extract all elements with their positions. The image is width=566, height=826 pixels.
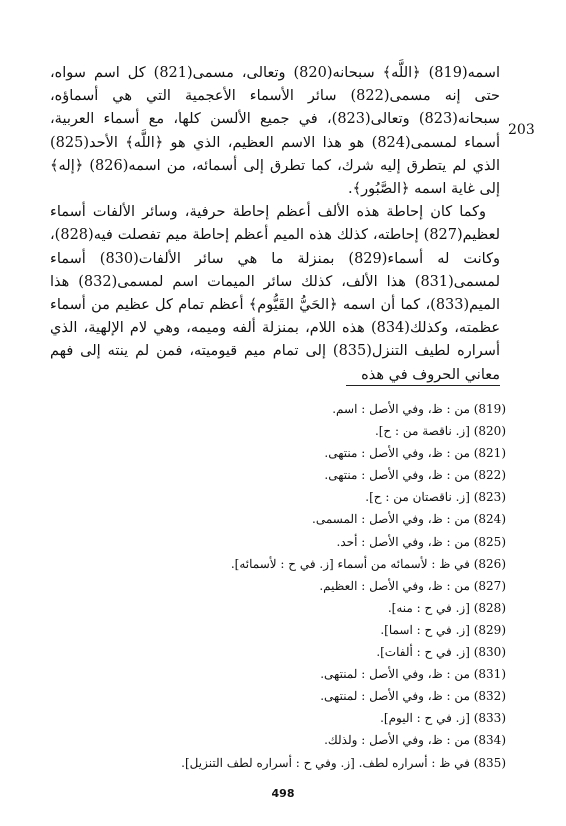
footnote-item: (831) من : ظ، وفي الأصل : لمنتهى. [320, 667, 506, 682]
footnote-item: (835) في ظ : أسراره لطف. [ز. وفي ح : أسراره لطف التنزيل]. [181, 755, 506, 770]
footnote-item: (827) من : ظ، وفي الأصل : العظيم. [319, 578, 506, 593]
footnote-item: (821) من : ظ، وفي الأصل : منتهى. [324, 446, 506, 461]
footnote-separator [346, 385, 500, 386]
footnote-item: (823) [ز. ناقصتان من : ح]. [365, 490, 506, 505]
footnote-item: (819) من : ظ، وفي الأصل : اسم. [332, 402, 506, 416]
paragraph-2: وكما كان إحاطة هذه الألف أعظم إحاطة حرفية، وسائر الألفات أسماء لعظيم(827) إحاطته، كذلك هذه الميم أعظم إحاطة ميم تفصلت فيه(828)، وكانت له أسماء(829) بمنزلة ما هي سائر الألفات(830) أسماء لمسمى(831) هذا الألف، كذلك سائر الميمات اسم لمسمى(832) هذا الميم(833)، كما أن اسمه ﴿الحَيُّ القَيُّوم﴾ أعظم تمام كل عظيم من أسماء عظمته، وكذلك(834) هذه اللام، بمنزلة ألفه وميمه، وهي لام الإلهية، الذي أسراره لطيف التنزل(835) إلى تمام ميم قيوميته، فمن لم ينته إلى فهم معاني الحروف في هذه [50, 204, 501, 383]
footnote-item: (834) من : ظ، وفي الأصل : ولذلك. [324, 733, 506, 748]
footnote-item: (833) [ز. في ح : اليوم]. [380, 711, 506, 726]
page-number: 498 [271, 787, 295, 800]
footnote-item: (829) [ز. في ح : اسما]. [380, 622, 506, 637]
main-text-body [50, 62, 500, 387]
footnote-item: (830) [ز. في ح : ألفات]. [376, 645, 506, 660]
footnote-item: (820) [ز. ناقصة من : ح]. [374, 424, 506, 439]
footnote-item: (828) [ز. في ح : منه]. [387, 600, 506, 615]
footnote-item: (826) في ظ : لأسمائه من أسماء [ز. في ح : لأسمائه]. [230, 556, 506, 571]
footnote-item: (832) من : ظ، وفي الأصل : لمنتهى. [320, 689, 506, 704]
margin-page-reference: 203 [508, 122, 535, 138]
footnote-item: (825) من : ظ، وفي الأصل : أحد. [336, 534, 506, 549]
footnote-item: (822) من : ظ، وفي الأصل : منتهى. [324, 468, 506, 483]
footnote-item: (824) من : ظ، وفي الأصل : المسمى. [312, 512, 506, 527]
paragraph-1: اسمه(819) ﴿اللَّه﴾ سبحانه(820) وتعالى، مسمى(821) كل اسم سواه، حتى إنه مسمى(822) سائر الأسماء الأعجمية التي هي أسماؤه، سبحانه(823) وتعالى(823)، في جميع الألسن كلها، مع أسماء العربية، أسماء لمسمى(824) هو هذا الاسم العظيم، الذي هو ﴿اللَّه﴾ الأحد(825) الذي لم يتطرق إليه شرك، كما تطرق إلى أسمائه، من اسمه(826) ﴿إله﴾ إلى غاية اسمه ﴿الصَّبُور﴾. [50, 65, 500, 198]
footnotes-list [150, 398, 506, 774]
